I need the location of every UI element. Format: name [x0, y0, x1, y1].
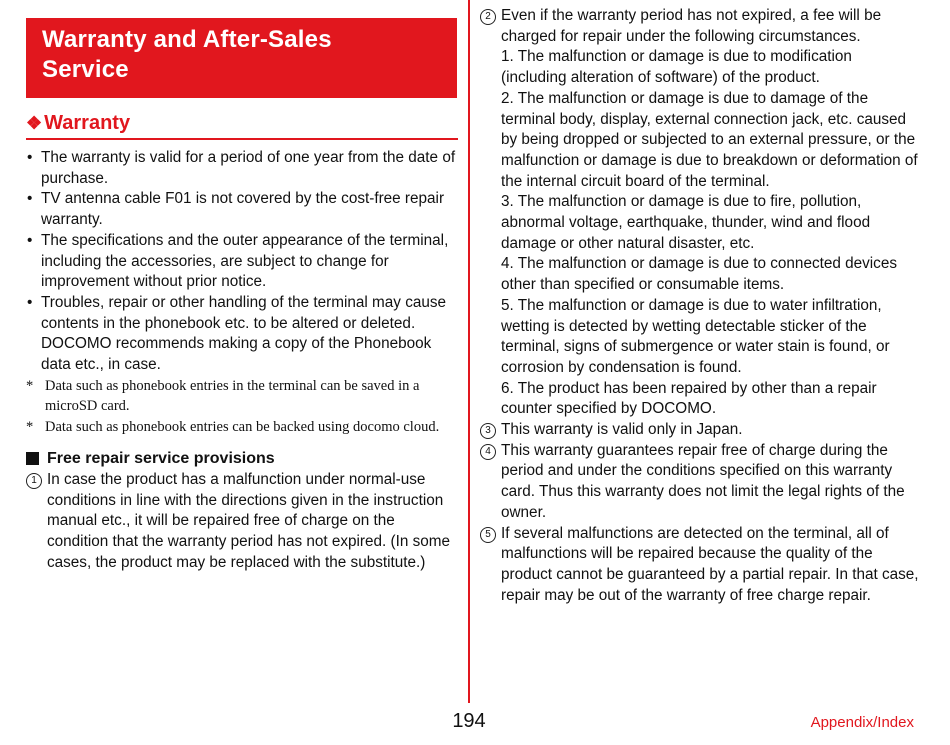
page-number: 194 [452, 710, 486, 732]
provision-text: This warranty is valid only in Japan. [501, 421, 743, 439]
circled-number-icon: 5 [480, 527, 496, 543]
warranty-bullet-list [26, 148, 458, 376]
bullet-item [26, 148, 458, 189]
bullet-text: The specifications and the outer appearance of the terminal, including the accessories, are subject to change for improvement without prior notice. [41, 231, 449, 291]
bullet-item [26, 293, 458, 376]
fee-case: 6. The product has been repaired by other than a repair counter specified by DOCOMO. [501, 379, 877, 418]
provision-text: In case the product has a malfunction under normal-use conditions in line with the directions given in the instruction manual etc., it will be repaired free of charge on the condition that the warranty period has not expired. (In some cases, the product may be replaced with the substitute.) [47, 470, 451, 571]
bullet-icon: • [27, 190, 33, 208]
diamond-cluster-icon: ❖ [26, 112, 43, 133]
note-item [26, 417, 458, 438]
provision-item-5 [480, 524, 920, 607]
note-list [26, 376, 458, 438]
fee-case: 4. The malfunction or damage is due to connected devices other than specified or consumable items. [501, 255, 897, 294]
square-bullet-icon [26, 452, 39, 465]
note-item [26, 376, 458, 417]
appendix-index-link[interactable]: Appendix/Index [810, 714, 914, 731]
circled-number-icon: 2 [480, 9, 496, 25]
bullet-text: TV antenna cable F01 is not covered by the cost-free repair warranty. [41, 190, 445, 229]
subsection-title: Free repair service provisions [47, 449, 275, 467]
fee-case: 3. The malfunction or damage is due to fire, pollution, abnormal voltage, earthquake, thunder, wind and flood damage or other natural disaster, etc. [501, 193, 871, 252]
provision-text: If several malfunctions are detected on the terminal, all of malfunctions will be repaired because the quality of the product cannot be guaranteed by a partial repair. In that case, repair may be out of the warranty of free charge repair. [501, 524, 919, 604]
provision-item-2 [480, 6, 920, 420]
subsection-heading [26, 448, 458, 470]
provision-item-1 [26, 470, 458, 574]
circled-number-icon: 3 [480, 423, 496, 439]
note-text: Data such as phonebook entries can be backed using docomo cloud. [45, 419, 440, 436]
provision-item-3 [480, 420, 920, 441]
provision-text: This warranty guarantees repair free of charge during the period and under the conditions specified on this warranty card. Thus this warranty does not limit the legal rights of the owner. [501, 441, 905, 521]
asterisk-icon: * [26, 419, 34, 436]
section-title: Warranty [44, 111, 131, 134]
bullet-item [26, 189, 458, 230]
fee-case: 5. The malfunction or damage is due to water infiltration, wetting is detected by wetting detectable sticker of the terminal, signs of submergence or water stain is found, or corrosion by condensation is found. [501, 296, 890, 376]
asterisk-icon: * [26, 377, 34, 394]
column-divider [468, 0, 470, 703]
circled-number-icon: 4 [480, 444, 496, 460]
bullet-text: The warranty is valid for a period of one year from the date of purchase. [41, 149, 456, 187]
page-title: Warranty and After-Sales Service [42, 26, 332, 83]
bullet-item [26, 231, 458, 293]
fee-case: 2. The malfunction or damage is due to damage of the terminal body, display, external connection jack, etc. caused by being dropped or subjected to an external pressure, or the malfunction or damage is due to breakdown or deformation of the internal circuit board of the terminal. [501, 89, 918, 190]
circled-number-icon: 1 [26, 473, 42, 489]
bullet-icon: • [27, 149, 33, 166]
right-column [480, 6, 920, 606]
section-heading-warranty [26, 108, 458, 140]
note-text: Data such as phonebook entries in the terminal can be saved in a microSD card. [45, 377, 420, 415]
bullet-icon: • [27, 231, 33, 249]
provision-intro: Even if the warranty period has not expired, a fee will be charged for repair under the following circumstances. [501, 7, 882, 45]
page-header [26, 18, 457, 98]
provision-item-4 [480, 441, 920, 524]
bullet-icon: • [27, 293, 33, 311]
fee-case: 1. The malfunction or damage is due to modification (including alteration of software) of the product. [501, 48, 852, 87]
bullet-text: Troubles, repair or other handling of the terminal may cause contents in the phonebook etc. to be altered or deleted. DOCOMO recommends making a copy of the Phonebook data etc., in case. [41, 293, 447, 374]
left-column [26, 108, 458, 573]
